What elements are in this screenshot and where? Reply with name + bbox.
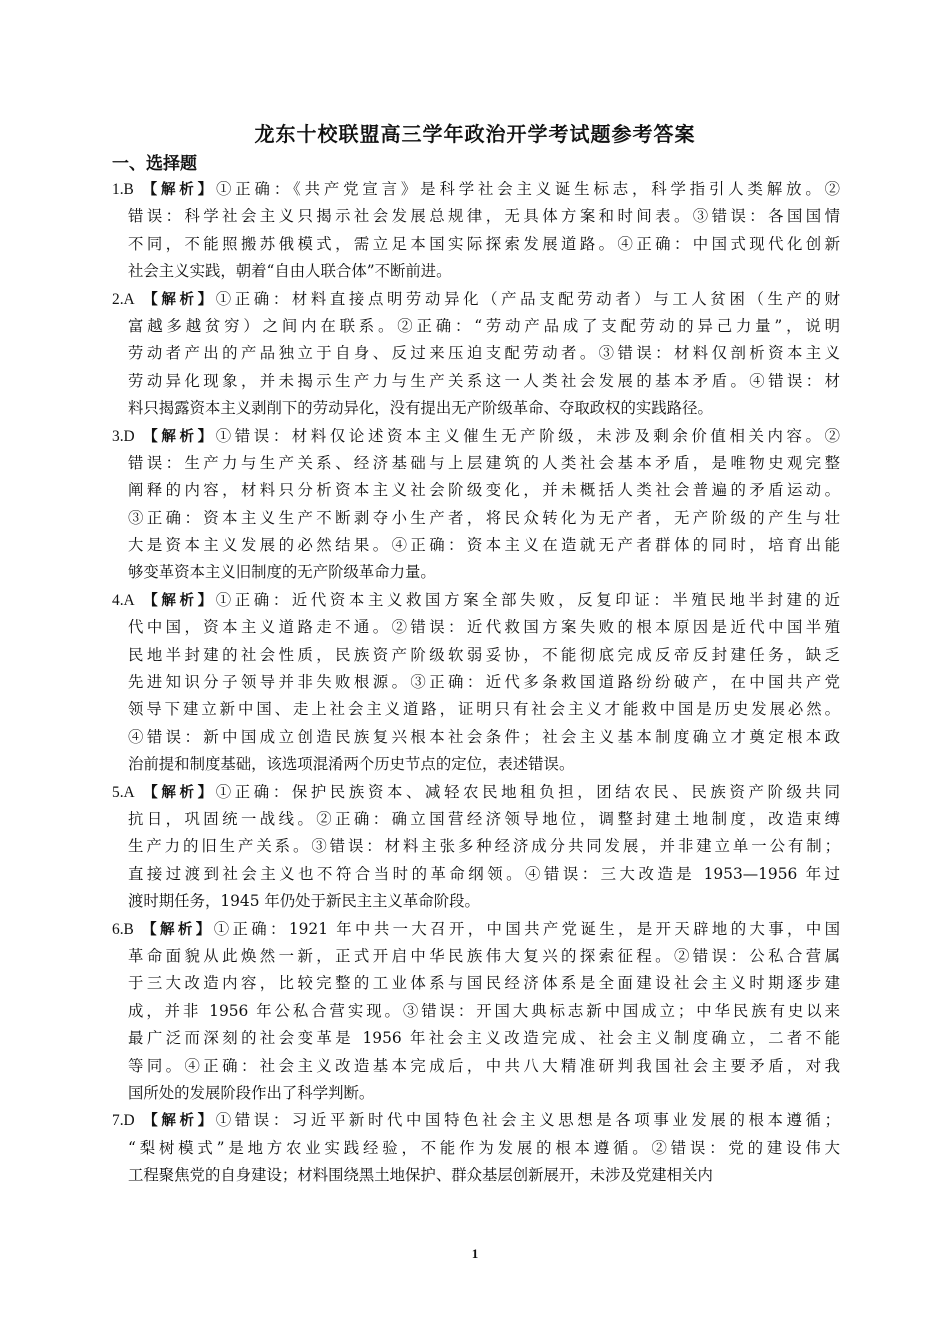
question-number: 6. bbox=[112, 920, 124, 938]
answer-line bbox=[112, 833, 840, 860]
answer-list bbox=[112, 176, 840, 1189]
answer-line bbox=[112, 532, 840, 559]
answer-text: 直接过渡到社会主义也不符合当时的革命纲领。④错误：三大改造是 1953—1956 年过 bbox=[128, 864, 840, 883]
answer-line bbox=[112, 779, 840, 806]
answer-text: ①正确：《共产党宣言》是科学社会主义诞生标志，科学指引人类解放。② bbox=[216, 180, 840, 198]
answer-text: 代中国，资本主义道路走不通。②错误：近代救国方案失败的根本原因是近代中国半殖 bbox=[128, 618, 840, 637]
answer-line bbox=[112, 340, 840, 367]
answer-choice: A bbox=[123, 783, 135, 801]
analysis-tag: 【解析】 bbox=[143, 592, 216, 609]
question-number: 2. bbox=[112, 290, 124, 308]
answer-text: 阐释的内容，材料只分析资本主义社会阶级变化，并未概括人类社会普遍的矛盾运动。 bbox=[128, 481, 840, 500]
answer-line bbox=[112, 505, 840, 532]
answer-line bbox=[112, 916, 840, 943]
answer-line bbox=[112, 1025, 840, 1052]
answer-item-7 bbox=[112, 1107, 840, 1189]
answer-line bbox=[112, 751, 840, 778]
answer-line bbox=[112, 587, 840, 614]
answer-line bbox=[112, 286, 840, 313]
answer-text: 劳动者产出的产品独立于自身、反过来压迫支配劳动者。③错误：材料仅剖析资本主义 bbox=[128, 344, 840, 363]
answer-choice: A bbox=[123, 290, 135, 308]
answer-choice: D bbox=[123, 427, 135, 445]
answer-line bbox=[112, 1107, 840, 1134]
answer-text: ①错误：习近平新时代中国特色社会主义思想是各项事业发展的根本遵循； bbox=[215, 1111, 840, 1130]
answer-text: 不同，不能照搬苏俄模式，需立足本国实际探索发展道路。④正确：中国式现代化创新 bbox=[128, 234, 840, 253]
question-number: 1. bbox=[112, 181, 124, 198]
answer-item-1 bbox=[112, 176, 840, 286]
answer-text: ①正确：近代资本主义救国方案全部失败，反复印证：半殖民地半封建的近 bbox=[215, 590, 840, 609]
answer-text: 最广泛而深刻的社会变革是 1956 年社会主义改造完成、社会主义制度确立，二者不能 bbox=[128, 1029, 840, 1048]
answer-text: ①正确：1921 年中共一大召开，中国共产党诞生，是开天辟地的大事，中国 bbox=[213, 919, 840, 938]
answer-text: 大是资本主义发展的必然结果。④正确：资本主义在造就无产者群体的同时，培育出能 bbox=[128, 536, 840, 555]
answer-text: 错误：科学社会主义只揭示社会发展总规律，无具体方案和时间表。③错误：各国国情 bbox=[128, 207, 840, 226]
answer-line bbox=[112, 203, 840, 230]
answer-line bbox=[112, 1162, 840, 1189]
answer-item-5 bbox=[112, 779, 840, 916]
answer-choice: B bbox=[123, 920, 134, 938]
answer-line bbox=[112, 176, 840, 203]
answer-line bbox=[112, 258, 840, 285]
answer-line bbox=[112, 998, 840, 1025]
answer-line bbox=[112, 943, 840, 970]
analysis-tag: 【解析】 bbox=[142, 182, 217, 198]
answer-line bbox=[112, 313, 840, 340]
answer-text: “梨树模式”是地方农业实践经验，不能作为发展的根本遵循。②错误：党的建设伟大 bbox=[128, 1138, 840, 1157]
answer-text: ④错误：新中国成立创造民族复兴根本社会条件；社会主义基本制度确立才奠定根本政 bbox=[128, 727, 840, 746]
answer-item-6 bbox=[112, 916, 840, 1108]
answer-line bbox=[112, 423, 840, 450]
answer-line bbox=[112, 669, 840, 696]
section-heading: 一、选择题 bbox=[112, 154, 197, 174]
answer-choice: B bbox=[123, 181, 134, 198]
document-title: 龙东十校联盟高三学年政治开学考试题参考答案 bbox=[254, 122, 696, 146]
answer-line bbox=[112, 724, 840, 751]
answer-text: 先进知识分子领导并非失败根源。③正确：近代多条救国道路纷纷破产，在中国共产党 bbox=[128, 673, 840, 692]
answer-text: ①正确：材料直接点明劳动异化（产品支配劳动者）与工人贫困（生产的财 bbox=[215, 289, 840, 308]
question-number: 5. bbox=[112, 783, 124, 801]
answer-line bbox=[112, 1080, 840, 1107]
answer-line bbox=[112, 696, 840, 723]
answer-text: 劳动异化现象，并未揭示生产力与生产关系这一人类社会发展的基本矛盾。④错误：材 bbox=[128, 371, 840, 390]
analysis-tag: 【解析】 bbox=[143, 784, 216, 801]
answer-choice: A bbox=[123, 591, 135, 609]
answer-text: 抗日，巩固统一战线。②正确：确立国营经济领导地位，调整封建土地制度，改造束缚 bbox=[128, 809, 840, 828]
analysis-tag: 【解析】 bbox=[142, 921, 214, 938]
answer-text: 工程聚焦党的自身建设；材料围绕黑土地保护、群众基层创新展开，未涉及党建相关内 bbox=[128, 1166, 713, 1185]
answer-line bbox=[112, 368, 840, 395]
answer-text: 料只揭露资本主义剥削下的劳动异化，没有提出无产阶级革命、夺取政权的实践路径。 bbox=[128, 399, 713, 418]
answer-line bbox=[112, 231, 840, 258]
answer-line bbox=[112, 559, 840, 586]
page-number: 1 bbox=[471, 1246, 479, 1261]
answer-line bbox=[112, 861, 840, 888]
answer-line bbox=[112, 395, 840, 422]
answer-line bbox=[112, 450, 840, 477]
question-number: 3. bbox=[112, 427, 124, 445]
answer-item-3 bbox=[112, 423, 840, 587]
answer-text: ①错误：材料仅论述资本主义催生无产阶级，未涉及剩余价值相关内容。② bbox=[215, 426, 840, 445]
answer-text: 生产力的旧生产关系。③错误：材料主张多种经济成分共同发展，并非建立单一公有制； bbox=[128, 837, 840, 856]
answer-line bbox=[112, 1135, 840, 1162]
analysis-tag: 【解析】 bbox=[143, 428, 216, 445]
answer-text: ①正确：保护民族资本、减轻农民地租负担，团结农民、民族资产阶级共同 bbox=[215, 782, 840, 801]
answer-text: 领导下建立新中国、走上社会主义道路，证明只有社会主义才能救中国是历史发展必然。 bbox=[128, 700, 840, 719]
answer-text: 等同。④正确：社会主义改造基本完成后，中共八大精准研判我国社会主要矛盾，对我 bbox=[128, 1056, 840, 1075]
analysis-tag: 【解析】 bbox=[143, 1113, 216, 1130]
answer-text: 错误：生产力与生产关系、经济基础与上层建筑的人类社会基本矛盾，是唯物史观完整 bbox=[128, 453, 840, 472]
answer-line bbox=[112, 970, 840, 997]
answer-line bbox=[112, 888, 840, 915]
answer-text: 革命面貌从此焕然一新，正式开启中华民族伟大复兴的探索征程。②错误：公私合营属 bbox=[128, 946, 840, 965]
answer-text: 治前提和制度基础，该选项混淆两个历史节点的定位，表述错误。 bbox=[128, 755, 575, 774]
answer-item-4 bbox=[112, 587, 840, 779]
answer-text: 社会主义实践，朝着“自由人联合体”不断前进。 bbox=[128, 262, 452, 281]
answer-line bbox=[112, 477, 840, 504]
answer-line bbox=[112, 614, 840, 641]
answer-text: 国所处的发展阶段作出了科学判断。 bbox=[128, 1083, 375, 1102]
question-number: 4. bbox=[112, 591, 124, 609]
question-number: 7. bbox=[112, 1112, 124, 1130]
answer-text: 渡时期任务，1945 年仍处于新民主主义革命阶段。 bbox=[128, 892, 480, 911]
answer-text: 民地半封建的社会性质，民族资产阶级软弱妥协，不能彻底完成反帝反封建任务，缺乏 bbox=[128, 645, 840, 664]
answer-line bbox=[112, 1053, 840, 1080]
answer-text: ③正确：资本主义生产不断剥夺小生产者，将民众转化为无产者，无产阶级的产生与壮 bbox=[128, 508, 840, 527]
answer-choice: D bbox=[123, 1112, 135, 1130]
analysis-tag: 【解析】 bbox=[143, 291, 216, 308]
answer-line bbox=[112, 642, 840, 669]
answer-text: 富越多越贫穷）之间内在联系。②正确：“劳动产品成了支配劳动的异己力量”，说明 bbox=[128, 316, 840, 335]
answer-text: 成，并非 1956 年公私合营实现。③错误：开国大典标志新中国成立；中华民族有史以来 bbox=[128, 1001, 840, 1020]
answer-item-2 bbox=[112, 286, 840, 423]
answer-line bbox=[112, 806, 840, 833]
answer-text: 于三大改造内容，比较完整的工业体系与国民经济体系是全面建设社会主义时期逐步建 bbox=[128, 974, 840, 993]
answer-text: 够变革资本主义旧制度的无产阶级革命力量。 bbox=[128, 563, 436, 582]
